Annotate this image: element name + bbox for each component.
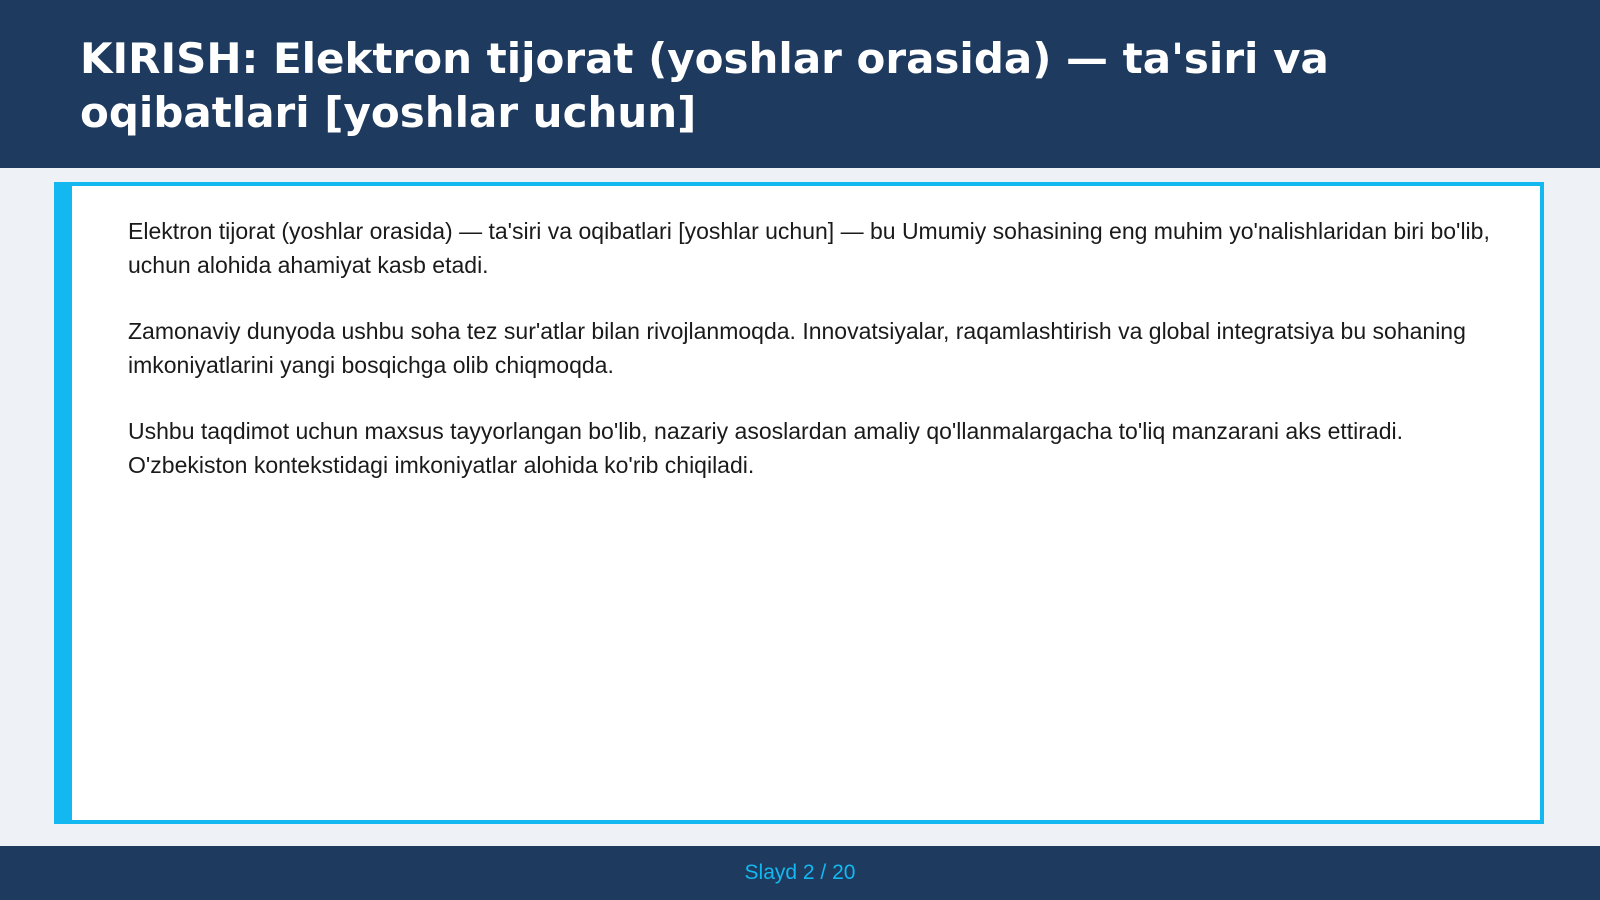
slide-number: Slayd 2 / 20 xyxy=(744,861,856,884)
paragraph-modern-world: Zamonaviy dunyoda ushbu soha tez sur'atlar bilan rivojlanmoqda. Innovatsiyalar, raqamlashtirish va global integratsiya bu sohaning imkoniyatlarini yangi bosqichga olib chiqmoqda. xyxy=(128,318,1466,378)
paragraph-presentation-scope: Ushbu taqdimot uchun maxsus tayyorlangan bo'lib, nazariy asoslardan amaliy qo'llanmalargacha to'liq manzarani aks ettiradi. O'zbekiston kontekstidagi imkoniyatlar alohida ko'rib chiqiladi. xyxy=(128,418,1404,478)
content-card xyxy=(54,182,1544,824)
slide-title: KIRISH: Elektron tijorat (yoshlar orasida) — ta'siri va oqibatlari [yoshlar uchun] xyxy=(80,34,1329,137)
paragraph-intro: Elektron tijorat (yoshlar orasida) — ta'siri va oqibatlari [yoshlar uchun] — bu Umumiy sohasining eng muhim yo'nalishlaridan biri bo'lib, uchun alohida ahamiyat kasb etadi. xyxy=(128,218,1490,278)
slide-header xyxy=(0,0,1600,168)
content-body xyxy=(128,214,1508,514)
slide-footer xyxy=(0,846,1600,900)
